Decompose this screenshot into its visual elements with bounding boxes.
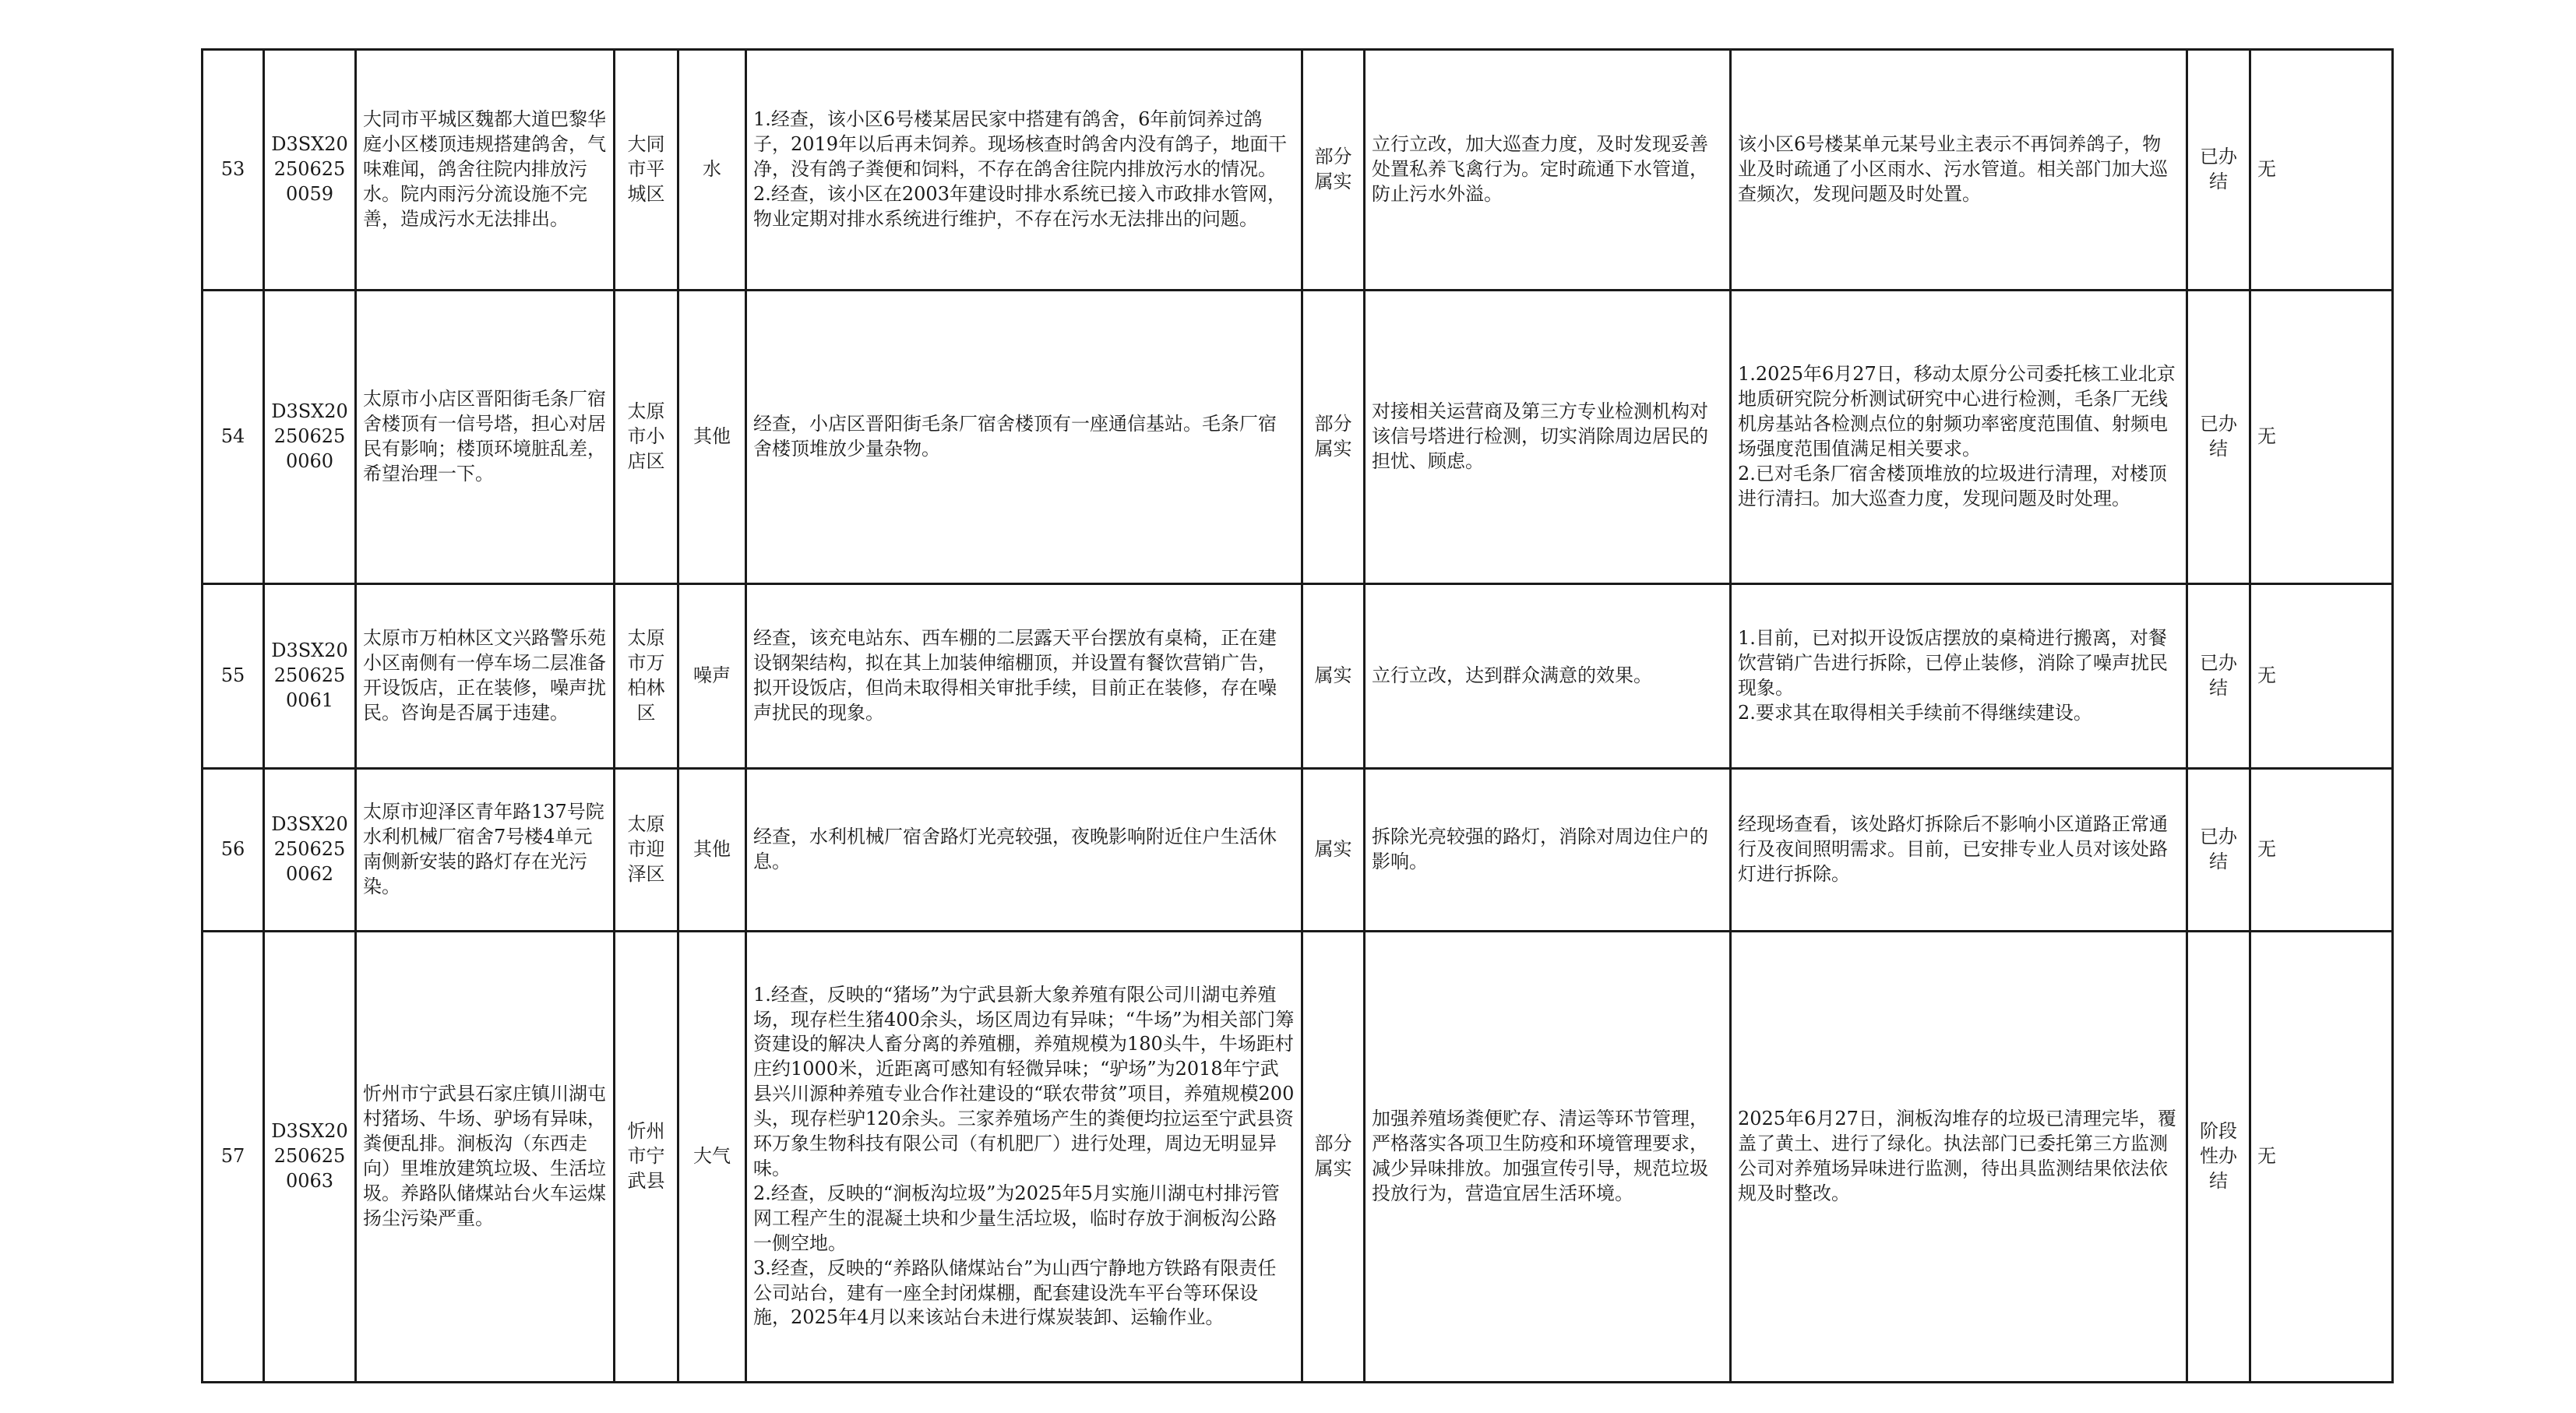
case-id: D3SX202506250060 [264,291,356,584]
row-number: 55 [203,584,264,769]
investigation-finding [746,291,1302,584]
rectification-measure: 立行立改，达到群众满意的效果。 [1365,584,1731,769]
region: 忻州市宁武县 [615,932,678,1383]
completion-status: 阶段性办结 [2187,932,2250,1383]
complaint-content: 太原市万柏林区文兴路警乐苑小区南侧有一停车场二层准备开设饭店，正在装修，噪声扰民。咨询是否属于违建。 [356,584,615,769]
verification-status: 部分属实 [1302,50,1365,291]
completion-status: 已办结 [2187,50,2250,291]
investigation-finding-item: 1.经查，反映的“猪场”为宁武县新大象养殖有限公司川湖屯养殖场，现存栏生猪400余头，场区周边有异味；“牛场”为相关部门筹资建设的解决人畜分离的养殖棚，养殖规模为180头牛，牛场距村庄约1000米，近距离可感知有轻微异味；“驴场”为2018年宁武县兴川源种养殖专业合作社建设的“联农带贫”项目，养殖规模200头，现存栏驴120余头。三家养殖场产生的粪便均拉运至宁武县资环万象生物科技有限公司（有机肥厂）进行处理，周边无明显异味。 [753,983,1295,1179]
investigation-finding [746,769,1302,932]
rectification-outcome-item: 2.已对毛条厂宿舍楼顶堆放的垃圾进行清理，对楼顶进行清扫。加大巡查力度，发现问题及时处理。 [1738,462,2167,509]
table-row [203,291,2393,584]
investigation-finding [746,932,1302,1383]
region: 太原市小店区 [615,291,678,584]
rectification-outcome [1731,291,2187,584]
investigation-finding-item: 2.经查，该小区在2003年建设时排水系统已接入市政排水管网，物业定期对排水系统进行维护，不存在污水无法排出的问题。 [753,182,1286,230]
rectification-outcome-item: 1.2025年6月27日，移动太原分公司委托核工业北京地质研究院分析测试研究中心进行检测，毛条厂无线机房基站各检测点位的射频功率密度范围值、射频电场强度范围值满足相关要求。 [1738,363,2176,460]
case-id: D3SX202506250063 [264,932,356,1383]
accountability-note: 无 [2250,50,2393,291]
rectification-outcome-item: 2.要求其在取得相关手续前不得继续建设。 [1738,701,2092,724]
verification-status: 部分属实 [1302,291,1365,584]
verification-status: 部分属实 [1302,932,1365,1383]
investigation-finding-item: 3.经查，反映的“养路队储煤站台”为山西宁静地方铁路有限责任公司站台，建有一座全封闭煤棚，配套建设洗车平台等环保设施，2025年4月以来该站台未进行煤炭装卸、运输作业。 [753,1256,1277,1329]
rectification-outcome-item: 该小区6号楼某单元某号业主表示不再饲养鸽子，物业及时疏通了小区雨水、污水管道。相关部门加大巡查频次，发现问题及时处置。 [1738,133,2168,205]
rectification-outcome [1731,584,2187,769]
complaint-content: 太原市迎泽区青年路137号院水利机械厂宿舍7号楼4单元南侧新安装的路灯存在光污染。 [356,769,615,932]
accountability-note: 无 [2250,769,2393,932]
completion-status: 已办结 [2187,769,2250,932]
completion-status: 已办结 [2187,291,2250,584]
complaint-content: 太原市小店区晋阳街毛条厂宿舍楼顶有一信号塔，担心对居民有影响；楼顶环境脏乱差，希望治理一下。 [356,291,615,584]
complaint-content: 忻州市宁武县石家庄镇川湖屯村猪场、牛场、驴场有异味，粪便乱排。涧板沟（东西走向）里堆放建筑垃圾、生活垃圾。养路队储煤站台火车运煤扬尘污染严重。 [356,932,615,1383]
pollution-category: 其他 [678,291,746,584]
row-number: 53 [203,50,264,291]
region: 太原市万柏林区 [615,584,678,769]
rectification-outcome-item: 2025年6月27日，涧板沟堆存的垃圾已清理完毕，覆盖了黄土、进行了绿化。执法部门已委托第三方监测公司对养殖场异味进行监测，待出具监测结果依法依规及时整改。 [1738,1108,2176,1204]
case-id: D3SX202506250061 [264,584,356,769]
rectification-measure: 立行立改，加大巡查力度，及时发现妥善处置私养飞禽行为。定时疏通下水管道，防止污水外溢。 [1365,50,1731,291]
rectification-outcome [1731,769,2187,932]
rectification-outcome-item: 1.目前，已对拟开设饭店摆放的桌椅进行搬离，对餐饮营销广告进行拆除，已停止装修，消除了噪声扰民现象。 [1738,627,2168,699]
table-row [203,769,2393,932]
investigation-finding-item: 1.经查，该小区6号楼某居民家中搭建有鸽舍，6年前饲养过鸽子，2019年以后再未饲养。现场核查时鸽舍内没有鸽子，地面干净，没有鸽子粪便和饲料，不存在鸽舍往院内排放污水的情况。 [753,108,1288,181]
table-row [203,50,2393,291]
accountability-note: 无 [2250,291,2393,584]
accountability-note: 无 [2250,584,2393,769]
completion-status: 已办结 [2187,584,2250,769]
pollution-category: 水 [678,50,746,291]
verification-status: 属实 [1302,769,1365,932]
accountability-note: 无 [2250,932,2393,1383]
investigation-finding-item: 经查，该充电站东、西车棚的二层露天平台摆放有桌椅，正在建设钢架结构，拟在其上加装伸缩棚顶，并设置有餐饮营销广告，拟开设饭店，但尚未取得相关审批手续，目前正在装修，存在噪声扰民的现象。 [753,627,1277,724]
rectification-measure: 加强养殖场粪便贮存、清运等环节管理，严格落实各项卫生防疫和环境管理要求，减少异味排放。加强宣传引导，规范垃圾投放行为，营造宜居生活环境。 [1365,932,1731,1383]
rectification-measure: 对接相关运营商及第三方专业检测机构对该信号塔进行检测，切实消除周边居民的担忧、顾虑。 [1365,291,1731,584]
pollution-category: 其他 [678,769,746,932]
rectification-measure: 拆除光亮较强的路灯，消除对周边住户的影响。 [1365,769,1731,932]
table-body [203,50,2393,1383]
verification-status: 属实 [1302,584,1365,769]
pollution-category: 大气 [678,932,746,1383]
investigation-finding-item: 经查，小店区晋阳街毛条厂宿舍楼顶有一座通信基站。毛条厂宿舍楼顶堆放少量杂物。 [753,413,1277,460]
investigation-finding [746,50,1302,291]
row-number: 56 [203,769,264,932]
table-row [203,932,2393,1383]
region: 太原市迎泽区 [615,769,678,932]
rectification-outcome-item: 经现场查看，该处路灯拆除后不影响小区道路正常通行及夜间照明需求。目前，已安排专业人员对该处路灯进行拆除。 [1738,813,2168,885]
case-id: D3SX202506250059 [264,50,356,291]
table-row [203,584,2393,769]
investigation-finding-item: 2.经查，反映的“涧板沟垃圾”为2025年5月实施川湖屯村排污管网工程产生的混凝土块和少量生活垃圾，临时存放于涧板沟公路一侧空地。 [753,1182,1280,1254]
case-id: D3SX202506250062 [264,769,356,932]
row-number: 54 [203,291,264,584]
row-number: 57 [203,932,264,1383]
region: 大同市平城区 [615,50,678,291]
investigation-finding [746,584,1302,769]
pollution-category: 噪声 [678,584,746,769]
complaint-content: 大同市平城区魏都大道巴黎华庭小区楼顶违规搭建鸽舍，气味难闻，鸽舍往院内排放污水。院内雨污分流设施不完善，造成污水无法排出。 [356,50,615,291]
investigation-finding-item: 经查，水利机械厂宿舍路灯光亮较强，夜晚影响附近住户生活休息。 [753,826,1277,872]
rectification-outcome [1731,932,2187,1383]
complaint-table [201,48,2394,1383]
rectification-outcome [1731,50,2187,291]
